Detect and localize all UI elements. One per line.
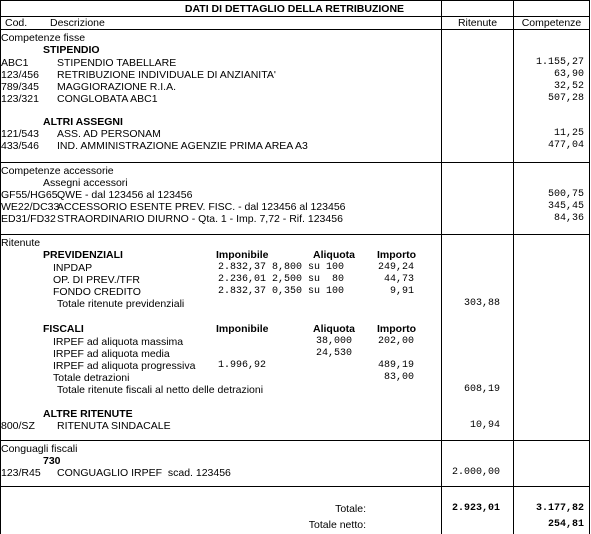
group-title-previdenziali: PREVIDENZIALI <box>43 249 123 261</box>
col-header-aliquota: Aliquota <box>313 323 355 335</box>
fisc-importo: 489,19 <box>377 360 414 371</box>
row-desc: RITENUTA SINDACALE <box>57 420 171 432</box>
row-competenze: 500,75 <box>547 189 584 200</box>
fisc-importo: 83,00 <box>383 372 414 383</box>
group-title-fiscali: FISCALI <box>43 323 84 335</box>
prev-aliquota: 2,500 su 80 <box>272 274 345 285</box>
fisc-desc: Totale detrazioni <box>53 372 130 384</box>
prev-total-label: Totale ritenute previdenziali <box>57 298 185 310</box>
col-header-importo: Importo <box>377 249 417 261</box>
rule-totals <box>0 486 589 487</box>
section-title-conguagli: Conguagli fiscali <box>1 443 78 455</box>
row-code: WE22/DC33 <box>1 201 60 213</box>
row-ritenute: 10,94 <box>469 420 500 431</box>
row-code: 123/R45 <box>1 467 41 479</box>
fisc-total-label: Totale ritenute fiscali al netto delle detrazioni <box>57 384 264 396</box>
col-header-imponibile: Imponibile <box>216 323 269 335</box>
fisc-aliquota: 38,000 <box>315 336 352 347</box>
row-desc: ASS. AD PERSONAM <box>57 128 161 140</box>
totale-ritenute: 2.923,01 <box>451 503 500 514</box>
col-header-ritenute: Ritenute <box>457 17 498 29</box>
totale-netto-label: Totale netto: <box>308 519 366 531</box>
prev-desc: FONDO CREDITO <box>53 286 141 298</box>
row-competenze: 32,52 <box>553 81 584 92</box>
rule-top <box>0 0 589 1</box>
totale-competenze: 3.177,82 <box>535 503 584 514</box>
rule-conguagli <box>0 440 589 441</box>
row-desc: CONGUAGLIO IRPEF scad. 123456 <box>57 467 231 479</box>
row-desc: ACCESSORIO ESENTE PREV. FISC. - dal 123456 al 123456 <box>57 201 346 213</box>
row-desc: STRAORDINARIO DIURNO - Qta. 1 - Imp. 7,72 - Rif. 123456 <box>57 213 343 225</box>
fisc-desc: IRPEF ad aliquota progressiva <box>53 360 196 372</box>
row-desc: IND. AMMINISTRAZIONE AGENZIE PRIMA AREA A3 <box>57 140 308 152</box>
section-title-ritenute: Ritenute <box>1 237 41 249</box>
group-title-altri-assegni: ALTRI ASSEGNI <box>43 116 123 128</box>
fisc-importo: 202,00 <box>377 336 414 347</box>
prev-desc: INPDAP <box>53 262 93 274</box>
group-title-730: 730 <box>43 455 61 467</box>
col-header-imponibile: Imponibile <box>216 249 269 261</box>
row-code: GF55/HG65 <box>1 189 58 201</box>
prev-importo: 9,91 <box>389 286 414 297</box>
row-code: 121/543 <box>1 128 39 140</box>
prev-imponibile: 2.236,01 <box>217 274 266 285</box>
row-competenze: 477,04 <box>547 140 584 151</box>
row-desc: MAGGIORAZIONE R.I.A. <box>57 81 177 93</box>
totale-netto: 254,81 <box>547 519 584 530</box>
prev-imponibile: 2.832,37 <box>217 262 266 273</box>
row-competenze: 11,25 <box>553 128 584 139</box>
prev-importo: 249,24 <box>377 262 414 273</box>
prev-total-ritenute: 303,88 <box>463 298 500 309</box>
rule-ritenute <box>0 234 589 235</box>
row-desc: STIPENDIO TABELLARE <box>57 57 177 69</box>
col-header-importo: Importo <box>377 323 417 335</box>
prev-aliquota: 0,350 su 100 <box>272 286 345 297</box>
row-competenze: 1.155,27 <box>535 57 584 68</box>
fisc-desc: IRPEF ad aliquota media <box>53 348 170 360</box>
col-header-descrizione: Descrizione <box>50 17 105 29</box>
fisc-desc: IRPEF ad aliquota massima <box>53 336 184 348</box>
group-title-altre-ritenute: ALTRE RITENUTE <box>43 408 133 420</box>
row-code: 789/345 <box>1 81 39 93</box>
group-title-stipendio: STIPENDIO <box>43 44 100 56</box>
col-header-competenze: Competenze <box>521 17 582 29</box>
row-desc: RETRIBUZIONE INDIVIDUALE DI ANZIANITA' <box>57 69 276 81</box>
divider-ritenute <box>441 0 442 534</box>
row-ritenute: 2.000,00 <box>451 467 500 478</box>
row-desc: QWE - dal 123456 al 123456 <box>57 189 193 201</box>
section-title-fisse: Competenze fisse <box>1 32 86 44</box>
row-code: ABC1 <box>1 57 29 69</box>
row-desc: CONGLOBATA ABC1 <box>57 93 158 105</box>
fisc-imponibile: 1.996,92 <box>217 360 266 371</box>
rule-header-bottom <box>0 29 589 30</box>
row-code: 123/321 <box>1 93 39 105</box>
row-code: 433/546 <box>1 140 39 152</box>
prev-desc: OP. DI PREV./TFR <box>53 274 140 286</box>
row-competenze: 345,45 <box>547 201 584 212</box>
prev-aliquota: 8,800 su 100 <box>272 262 345 273</box>
fisc-aliquota: 24,530 <box>315 348 352 359</box>
prev-importo: 44,73 <box>383 274 414 285</box>
row-code: 123/456 <box>1 69 39 81</box>
page-title: DATI DI DETTAGLIO DELLA RETRIBUZIONE <box>184 3 405 15</box>
totale-label: Totale: <box>335 503 366 515</box>
group-title-assegni-accessori: Assegni accessori <box>43 177 128 189</box>
border-right <box>589 0 590 534</box>
col-header-cod: Cod. <box>5 17 28 29</box>
row-competenze: 507,28 <box>547 93 584 104</box>
row-code: ED31/FD32 <box>1 213 56 225</box>
row-competenze: 84,36 <box>553 213 584 224</box>
fisc-total-ritenute: 608,19 <box>463 384 500 395</box>
prev-imponibile: 2.832,37 <box>217 286 266 297</box>
rule-accessorie <box>0 162 589 163</box>
section-title-accessorie: Competenze accessorie <box>1 165 114 177</box>
row-code: 800/SZ <box>1 420 35 432</box>
col-header-aliquota: Aliquota <box>313 249 355 261</box>
row-competenze: 63,90 <box>553 69 584 80</box>
